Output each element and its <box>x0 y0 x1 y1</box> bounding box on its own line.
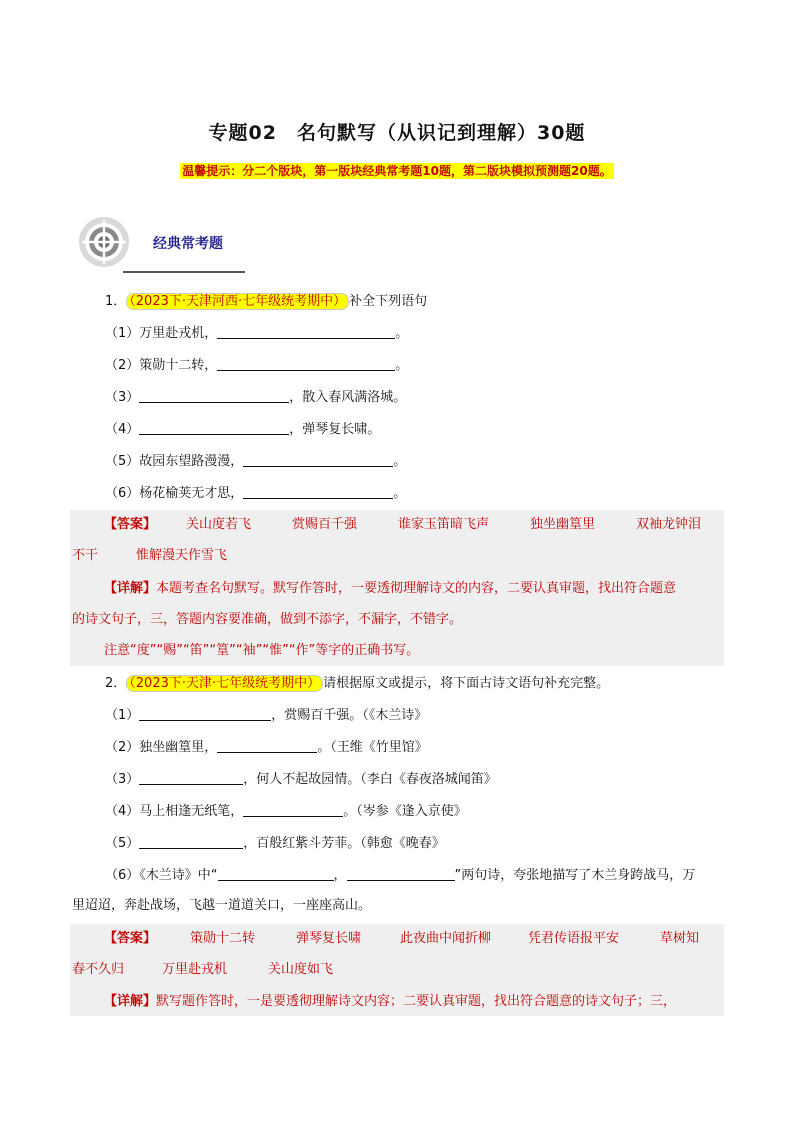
answer-blank[interactable] <box>139 388 289 403</box>
answer-blank[interactable] <box>217 324 395 339</box>
answer-row: 春不久归 万里赴戎机 关山度如飞 <box>72 962 334 977</box>
question-1-stem: 1． （2023下·天津河西·七年级统考期中） 补全下列语句 <box>105 294 428 309</box>
q2-item-6-continued: 里迢迢，奔赴战场，飞越一道道关口，一座座高山。 <box>72 898 372 913</box>
answer-blank[interactable] <box>243 802 343 817</box>
answer-blank[interactable] <box>217 738 317 753</box>
page-title: 专题02 名句默写（从识记到理解）30题 <box>208 122 586 144</box>
answer-blank[interactable] <box>139 834 243 849</box>
question-2-stem: 2． （2023下·天津·七年级统考期中） 请根据原文或提示，将下面古诗文语句补充完整。 <box>105 676 610 691</box>
q1-item-4: （4） ，弹琴复长啸。 <box>105 422 381 437</box>
q1-item-3: （3） ，散入春风满洛城。 <box>105 390 407 405</box>
answer-blank[interactable] <box>139 770 243 785</box>
tip-banner <box>0 160 794 179</box>
answer-blank[interactable] <box>139 420 289 435</box>
answer-blank[interactable] <box>243 484 393 499</box>
q1-item-2: （2）策勋十二转， 。 <box>105 358 409 373</box>
question-source-tag: （2023下·天津河西·七年级统考期中） <box>126 293 349 310</box>
answer-blank[interactable] <box>217 356 395 371</box>
q2-item-3: （3） ，何人不起故园情。（李白《春夜洛城闻笛》 <box>105 772 497 787</box>
q2-item-2: （2）独坐幽篁里， 。（王维《竹里馆》 <box>105 740 428 755</box>
tip-text: 温馨提示：分二个版块，第一版块经典常考题10题，第二版块模拟预测题20题。 <box>182 164 612 178</box>
answer-blank[interactable] <box>347 866 455 881</box>
detail-row: 注意“度”“赐”“笛”“篁”“袖”“惟”“作”等字的正确书写。 <box>104 643 420 658</box>
q2-item-1: （1） ，赏赐百千强。（《木兰诗》 <box>105 708 428 723</box>
detail-row: 【详解】默写题作答时，一是要透彻理解诗文内容；二要认真审题，找出符合题意的诗文句子；三， <box>104 994 677 1009</box>
answer-blank[interactable] <box>243 452 393 467</box>
q1-item-1: （1）万里赴戎机， 。 <box>105 326 409 341</box>
section-underline <box>123 271 245 273</box>
answer-blank[interactable] <box>139 706 271 721</box>
q1-item-5: （5）故园东望路漫漫， 。 <box>105 454 407 469</box>
question-source-tag: （2023下·天津·七年级统考期中） <box>126 675 323 692</box>
answer-box-2 <box>70 924 724 1016</box>
answer-box-1 <box>70 510 724 666</box>
section-label: 经典常考题 <box>153 236 223 252</box>
detail-row: 【详解】本题考查名句默写。默写作答时，一要透彻理解诗文的内容，二要认真审题，找出符合题意 <box>104 581 677 596</box>
q1-item-6: （6）杨花榆荚无才思， 。 <box>105 486 407 501</box>
section-header <box>78 216 248 274</box>
answer-row: 【答案】 关山度若飞 赏赐百千强 谁家玉笛暗飞声 独坐幽篁里 双袖龙钟泪 <box>104 517 702 532</box>
q2-item-5: （5） ，百般红紫斗芳菲。（韩愈《晚春》 <box>105 836 445 851</box>
q2-item-4: （4）马上相逢无纸笔， 。（岑参《逢入京使》 <box>105 804 467 819</box>
q2-item-6: （6）《木兰诗》中“ ， ”两句诗，夸张地描写了木兰身跨战马，万 <box>105 868 696 883</box>
answer-blank[interactable] <box>218 866 334 881</box>
answer-row: 不干 惟解漫天作雪飞 <box>72 548 228 563</box>
target-icon <box>78 216 130 268</box>
answer-row: 【答案】 策勋十二转 弹琴复长啸 此夜曲中闻折柳 凭君传语报平安 草树知 <box>104 931 700 946</box>
detail-row: 的诗文句子，三，答题内容要准确，做到不添字，不漏字，不错字。 <box>72 612 463 627</box>
